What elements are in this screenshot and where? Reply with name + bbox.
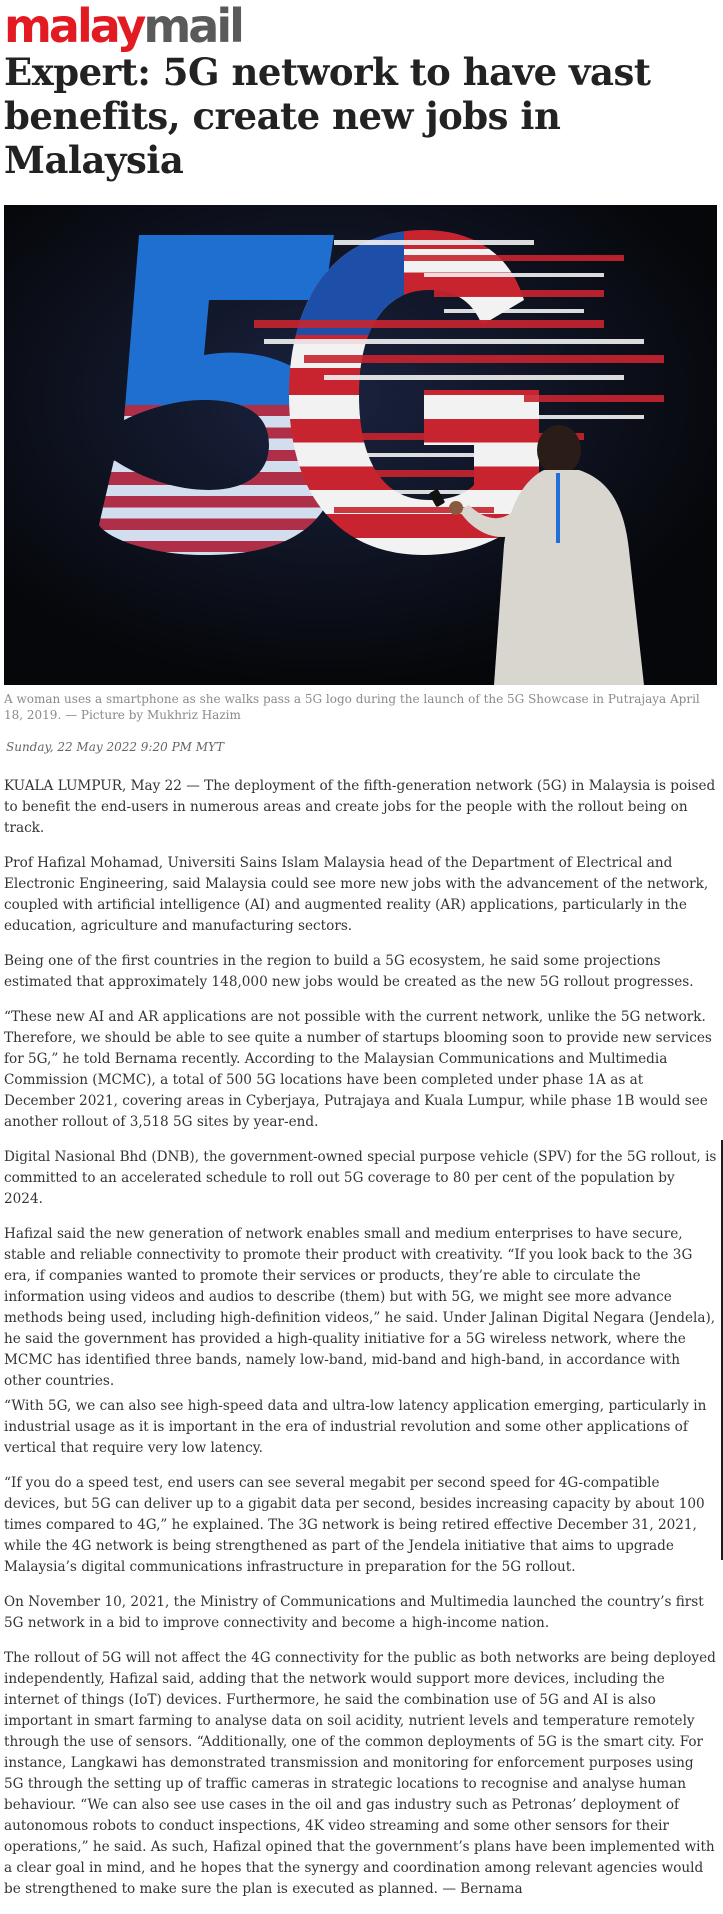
article-hero-image [4,205,717,685]
article-paragraph: Prof Hafizal Mohamad, Universiti Sains Islam Malaysia head of the Department of Electrical and Electronic Engineering, said Malaysia could see more new jobs with the advancement of the network, coupled with artificial intelligence (AI) and augmented reality (AR) applications, particularly in the education, agriculture and manufacturing sectors. [4,855,709,934]
site-logo[interactable] [4,0,242,52]
article-date: Sunday, 22 May 2022 9:20 PM MYT [6,740,224,754]
article-body [4,776,717,1914]
site-logo-malay: malay [4,0,144,53]
article-paragraph: Hafizal said the new generation of network enables small and medium enterprises to have secure, stable and reliable connectivity to promote their product with creativity. “If you look back to the 3G era, if companies wanted to promote their services or products, they’re able to circulate the information using videos and audios to describe (them) but with 5G, we might see more advance methods being used, including high-definition videos,” he said. Under Jalinan Digital Negara (Jendela), he said the government has provided a high-quality initiative for a 5G wireless network, where the MCMC has identified three bands, namely low-band, mid-band and high-band, in accordance with other countries. [4,1226,716,1389]
article-paragraph: Being one of the first countries in the region to build a 5G ecosystem, he said some projections estimated that approximately 148,000 new jobs would be created as the new 5G rollout progresses. [4,953,694,990]
article-paragraph: On November 10, 2021, the Ministry of Communications and Multimedia launched the country’s first 5G network in a bid to improve connectivity and become a high-income nation. [4,1594,704,1631]
site-logo-mail: mail [143,0,242,53]
article-paragraph: “If you do a speed test, end users can see several megabit per second speed for 4G-compatible devices, but 5G can deliver up to a gigabit data per second, besides increasing capacity by about 100 times compared to 4G,” he explained. The 3G network is being retired effective December 31, 2021, while the 4G network is being strengthened as part of the Jendela initiative that aims to upgrade Malaysia’s digital communications infrastructure in preparation for the 5G rollout. [4,1475,705,1575]
article-paragraph: KUALA LUMPUR, May 22 — The deployment of the fifth-generation network (5G) in Malaysia is poised to benefit the end-users in numerous areas and create jobs for the people with the rollout being on track. [4,778,716,836]
image-caption: A woman uses a smartphone as she walks pass a 5G logo during the launch of the 5G Showcase in Putrajaya April 18, 2019. — Picture by Mukhriz Hazim [4,692,700,722]
article-paragraph: “These new AI and AR applications are not possible with the current network, unlike the 5G network. Therefore, we should be able to see quite a number of startups blooming soon to provide new services for 5G,” he told Bernama recently. According to the Malaysian Communications and Multimedia Commission (MCMC), a total of 500 5G locations have been completed under phase 1A as at December 2021, covering areas in Cyberjaya, Putrajaya and Kuala Lumpur, while phase 1B would see another rollout of 3,518 5G sites by year-end. [4,1009,712,1130]
article-paragraph: Digital Nasional Bhd (DNB), the government-owned special purpose vehicle (SPV) for the 5G rollout, is committed to an accelerated schedule to roll out 5G coverage to 80 per cent of the population by 2024. [4,1149,717,1207]
article-headline: Expert: 5G network to have vast benefits, create new jobs in Malaysia [4,50,651,182]
article-paragraph: The rollout of 5G will not affect the 4G connectivity for the public as both networks are being deployed independently, Hafizal said, adding that the network would support more devices, including the internet of things (IoT) devices. Furthermore, he said the combination use of 5G and AI is also important in smart farming to analyse data on soil acidity, nutrient levels and temperature remotely through the use of sensors. “Additionally, one of the common deployments of 5G is the smart city. For instance, Langkawi has demonstrated transmission and monitoring for enforcement purposes using 5G through the setting up of traffic cameras in strategic locations to recognise and analyse human behaviour. “We can also see use cases in the oil and gas industry such as Petronas’ deployment of autonomous robots to conduct inspections, 4K video streaming and some other sensors for their operations,” he said. As such, Hafizal opined that the government’s plans have been implemented with a clear goal in mind, and he hopes that the synergy and coordination among relevant agencies would be strengthened to make sure the plan is executed as planned. — Bernama [4,1650,716,1897]
article-paragraph: “With 5G, we can also see high-speed data and ultra-low latency application emerging, particularly in industrial usage as it is important in the era of industrial revolution and some other applications of vertical that require very low latency. [4,1398,707,1456]
